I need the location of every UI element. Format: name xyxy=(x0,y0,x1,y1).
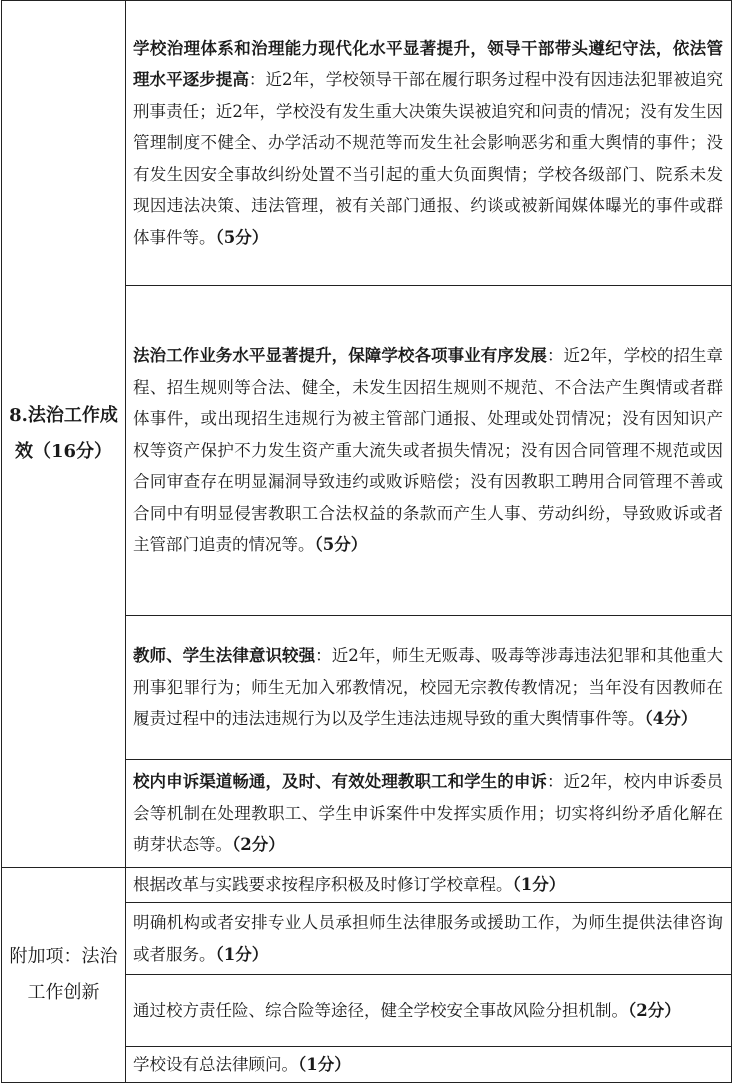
criterion-heading: 法治工作业务水平显著提升，保障学校各项事业有序发展 xyxy=(133,346,547,366)
criterion-cell xyxy=(126,286,732,616)
criterion-text: ：近2年，学校领导干部在履行职务过程中没有因违法犯罪被追究刑事责任；近2年，学校没有发生重大决策失误被追究和问责的情况；没有发生因管理制度不健全、办学活动不规范等而发生社会影响恶劣和重大舆情的事件；没有发生因安全事故纠纷处置不当引起的重大负面舆情；学校各级部门、院系未发现因违法决策、违法管理，被有关部门通报、约谈或被新闻媒体曝光的事件或群体事件等。 xyxy=(133,70,724,247)
criterion-cell xyxy=(126,868,732,903)
criterion-cell xyxy=(126,975,732,1047)
criterion-text: 明确机构或者安排专业人员承担师生法律服务或援助工作，为师生提供法律咨询或者服务。 xyxy=(133,913,723,964)
category-label: 8.法治工作成效（16分） xyxy=(9,405,118,462)
criterion-points: （5分） xyxy=(215,227,269,247)
criterion-points: （2分） xyxy=(232,835,285,855)
criterion-heading: 教师、学生法律意识较强 xyxy=(133,646,316,666)
criterion-cell xyxy=(126,760,732,868)
criterion-points: （2分） xyxy=(628,1000,681,1020)
criterion-points: （5分） xyxy=(314,535,368,555)
criterion-points: （1分） xyxy=(298,1054,351,1074)
table-row xyxy=(2,1,732,286)
category-label: 附加项：法治工作创新 xyxy=(9,946,118,1003)
criterion-text: 通过校方责任险、综合险等途径，健全学校安全事故风险分担机制。 xyxy=(133,1000,628,1020)
category-cell xyxy=(2,1,126,868)
criterion-text: ：近2年，学校的招生章程、招生规则等合法、健全，未发生因招生规则不规范、不合法产生舆情或者群体事件，或出现招生违规行为被主管部门通报、处理或处罚情况；没有因知识产权等资产保护不力发生资产重大流失或者损失情况；没有因合同管理不规范或因合同审查存在明显漏洞导致违约或败诉赔偿；没有因教职工聘用合同管理不善或合同中有明显侵害教职工合法权益的条款而产生人事、劳动纠纷，导致败诉或者主管部门追责的情况等。 xyxy=(133,346,724,555)
table-row xyxy=(2,868,732,903)
criterion-points: （1分） xyxy=(215,944,269,964)
criterion-cell xyxy=(126,1047,732,1083)
criterion-cell xyxy=(126,1,732,286)
criterion-text: ：近2年，师生无贩毒、吸毒等涉毒违法犯罪和其他重大刑事犯罪行为；师生无加入邪教情况，校园无宗教传教情况；当年没有因教师在履责过程中的违法违规行为以及学生违法违规导致的重大舆情事件等。 xyxy=(133,646,724,729)
category-cell xyxy=(2,868,126,1083)
evaluation-table xyxy=(1,0,732,1083)
criterion-cell xyxy=(126,616,732,760)
criterion-text: 学校设有总法律顾问。 xyxy=(133,1054,298,1074)
criterion-points: （1分） xyxy=(512,875,566,895)
criterion-cell xyxy=(126,903,732,975)
criterion-heading: 校内申诉渠道畅通，及时、有效处理教职工和学生的申诉 xyxy=(133,772,547,792)
criterion-points: （4分） xyxy=(644,709,698,729)
criterion-text: ：近2年，校内申诉委员会等机制在处理教职工、学生申诉案件中发挥实质作用；切实将纠纷矛盾化解在萌芽状态等。 xyxy=(133,772,724,855)
criterion-heading: 学校治理体系和治理能力现代化水平显著提升，领导干部带头遵纪守法，依法管理水平逐步提高 xyxy=(133,38,723,90)
criterion-text: 根据改革与实践要求按程序积极及时修订学校章程。 xyxy=(133,875,513,895)
